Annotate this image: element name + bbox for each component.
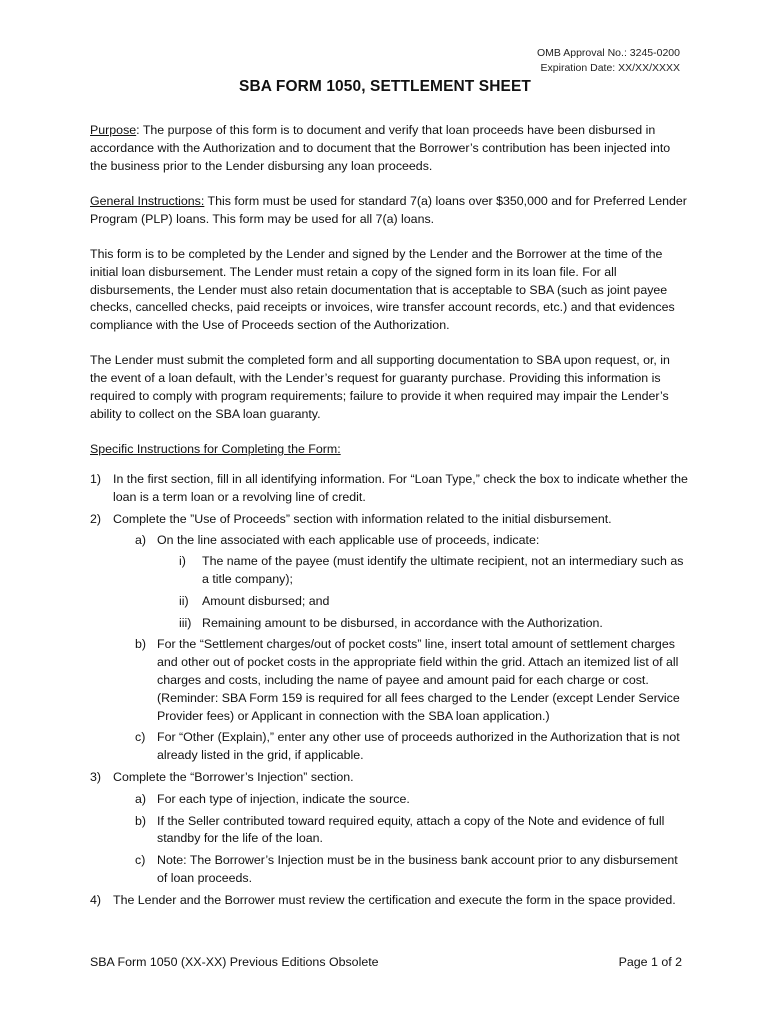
instruction-2 (90, 511, 690, 765)
form-title: SBA FORM 1050, SETTLEMENT SHEET (239, 78, 531, 95)
sub-instruction-letter: c) (135, 853, 146, 868)
submission-paragraph: The Lender must submit the completed form and all supporting documentation to SBA upon request, or, in the event of a loan default, with the Lender’s request for guaranty purchase. Providing this information is required to comply with program requirements; failure to provide it when required may impair the Lender’s ability to collect on the SBA loan guaranty. (90, 353, 670, 421)
instruction-number: 4) (90, 892, 102, 907)
instruction-text: Complete the ”Use of Proceeds” section with information related to the initial disbursement. (113, 511, 612, 526)
general-instructions-text: This form must be used for standard 7(a) loans over $350,000 and for Preferred Lender Program (PLP) loans. This form may be used for all 7(a) loans. (90, 193, 687, 226)
roman-numeral: i) (179, 554, 186, 569)
sub-instruction-text: Note: The Borrower’s Injection must be in the business bank account prior to any disbursement of loan proceeds. (157, 853, 678, 885)
general-instructions-paragraph (90, 193, 690, 229)
sub-instruction-letter: b) (135, 813, 147, 828)
sub-instruction-letter: a) (135, 791, 147, 806)
instruction-3a (135, 791, 690, 809)
instruction-3b (135, 813, 690, 849)
instruction-1 (90, 471, 690, 507)
sub-instruction-letter: c) (135, 730, 146, 745)
expiration-date: Expiration Date: XX/XX/XXXX (540, 62, 680, 74)
form-body (90, 122, 690, 913)
completion-paragraph: This form is to be completed by the Lender and signed by the Lender and the Borrower at the time of the initial loan disbursement. The Lender must retain a copy of the signed form in its loan file. For all disbursements, the Lender must also retain documentation that is acceptable to SBA (such as joint payee checks, cancelled checks, paid receipts or invoices, wire transfer account records, etc.) and that evidences compliance with the Use of Proceeds section of the Authorization. (90, 246, 675, 333)
purpose-text: : The purpose of this form is to document and verify that loan proceeds have been disbursed in accordance with the Authorization and to document that the Borrower’s contribution has been injected into the business prior to the Lender disbursing any loan proceeds. (90, 123, 671, 173)
roman-item-text: Amount disbursed; and (202, 593, 330, 608)
instruction-number: 1) (90, 471, 102, 486)
roman-item-text: The name of the payee (must identify the ultimate recipient, not an intermediary such as a title company); (202, 554, 684, 586)
sub-instruction-text: For the “Settlement charges/out of pocket costs” line, insert total amount of settlement charges and other out of pocket costs in the appropriate field within the grid. Attach an itemized list of all charges and costs, including the name of payee and amount paid for each charge or cost. (Reminder: SBA Form 159 is required for all fees charged to the Lender (except Lender Service Provider fees) or Applicant in connection with the SBA loan application.) (157, 637, 680, 723)
instruction-2c (135, 729, 690, 765)
omb-block (537, 46, 680, 76)
instruction-number: 3) (90, 769, 102, 784)
sub-instruction-text: For “Other (Explain),” enter any other use of proceeds authorized in the Authorization that is not already listed in the grid, if applicable. (157, 730, 680, 763)
instruction-2a (135, 532, 690, 632)
instruction-text: Complete the “Borrower’s Injection” section. (113, 769, 354, 784)
purpose-paragraph (90, 122, 690, 175)
instruction-2b (135, 636, 690, 725)
instruction-number: 2) (90, 511, 102, 526)
form-edition-note: SBA Form 1050 (XX-XX) Previous Editions Obsolete (90, 955, 379, 969)
specific-instructions-heading: Specific Instructions for Completing the Form: (90, 442, 341, 457)
sub-instruction-text: For each type of injection, indicate the source. (157, 791, 410, 806)
page-footer (90, 955, 682, 969)
purpose-label: Purpose (90, 123, 137, 137)
instruction-2a-iii (179, 615, 690, 633)
omb-approval-number: OMB Approval No.: 3245-0200 (536, 47, 680, 59)
instruction-3 (90, 769, 690, 888)
sub-instruction-letter: b) (135, 637, 147, 652)
general-instructions-label: General Instructions: (90, 193, 205, 208)
instructions-list (90, 471, 690, 910)
sub-instruction-text: If the Seller contributed toward required equity, attach a copy of the Note and evidence of full standby for the life of the loan. (157, 813, 665, 846)
instruction-4 (90, 892, 690, 910)
instruction-2a-ii (179, 593, 690, 611)
sub-instruction-letter: a) (135, 533, 147, 548)
instruction-text: In the first section, fill in all identifying information. For “Loan Type,” check the box to indicate whether the loan is a term loan or a revolving line of credit. (113, 471, 688, 504)
instruction-2a-i (179, 553, 690, 589)
sub-instruction-text: On the line associated with each applicable use of proceeds, indicate: (157, 533, 540, 548)
roman-item-text: Remaining amount to be disbursed, in accordance with the Authorization. (202, 615, 603, 630)
roman-numeral: ii) (179, 593, 189, 608)
roman-numeral: iii) (179, 615, 192, 630)
instruction-text: The Lender and the Borrower must review the certification and execute the form in the space provided. (113, 892, 676, 907)
page-number: Page 1 of 2 (618, 955, 682, 969)
instruction-3c (135, 852, 690, 888)
